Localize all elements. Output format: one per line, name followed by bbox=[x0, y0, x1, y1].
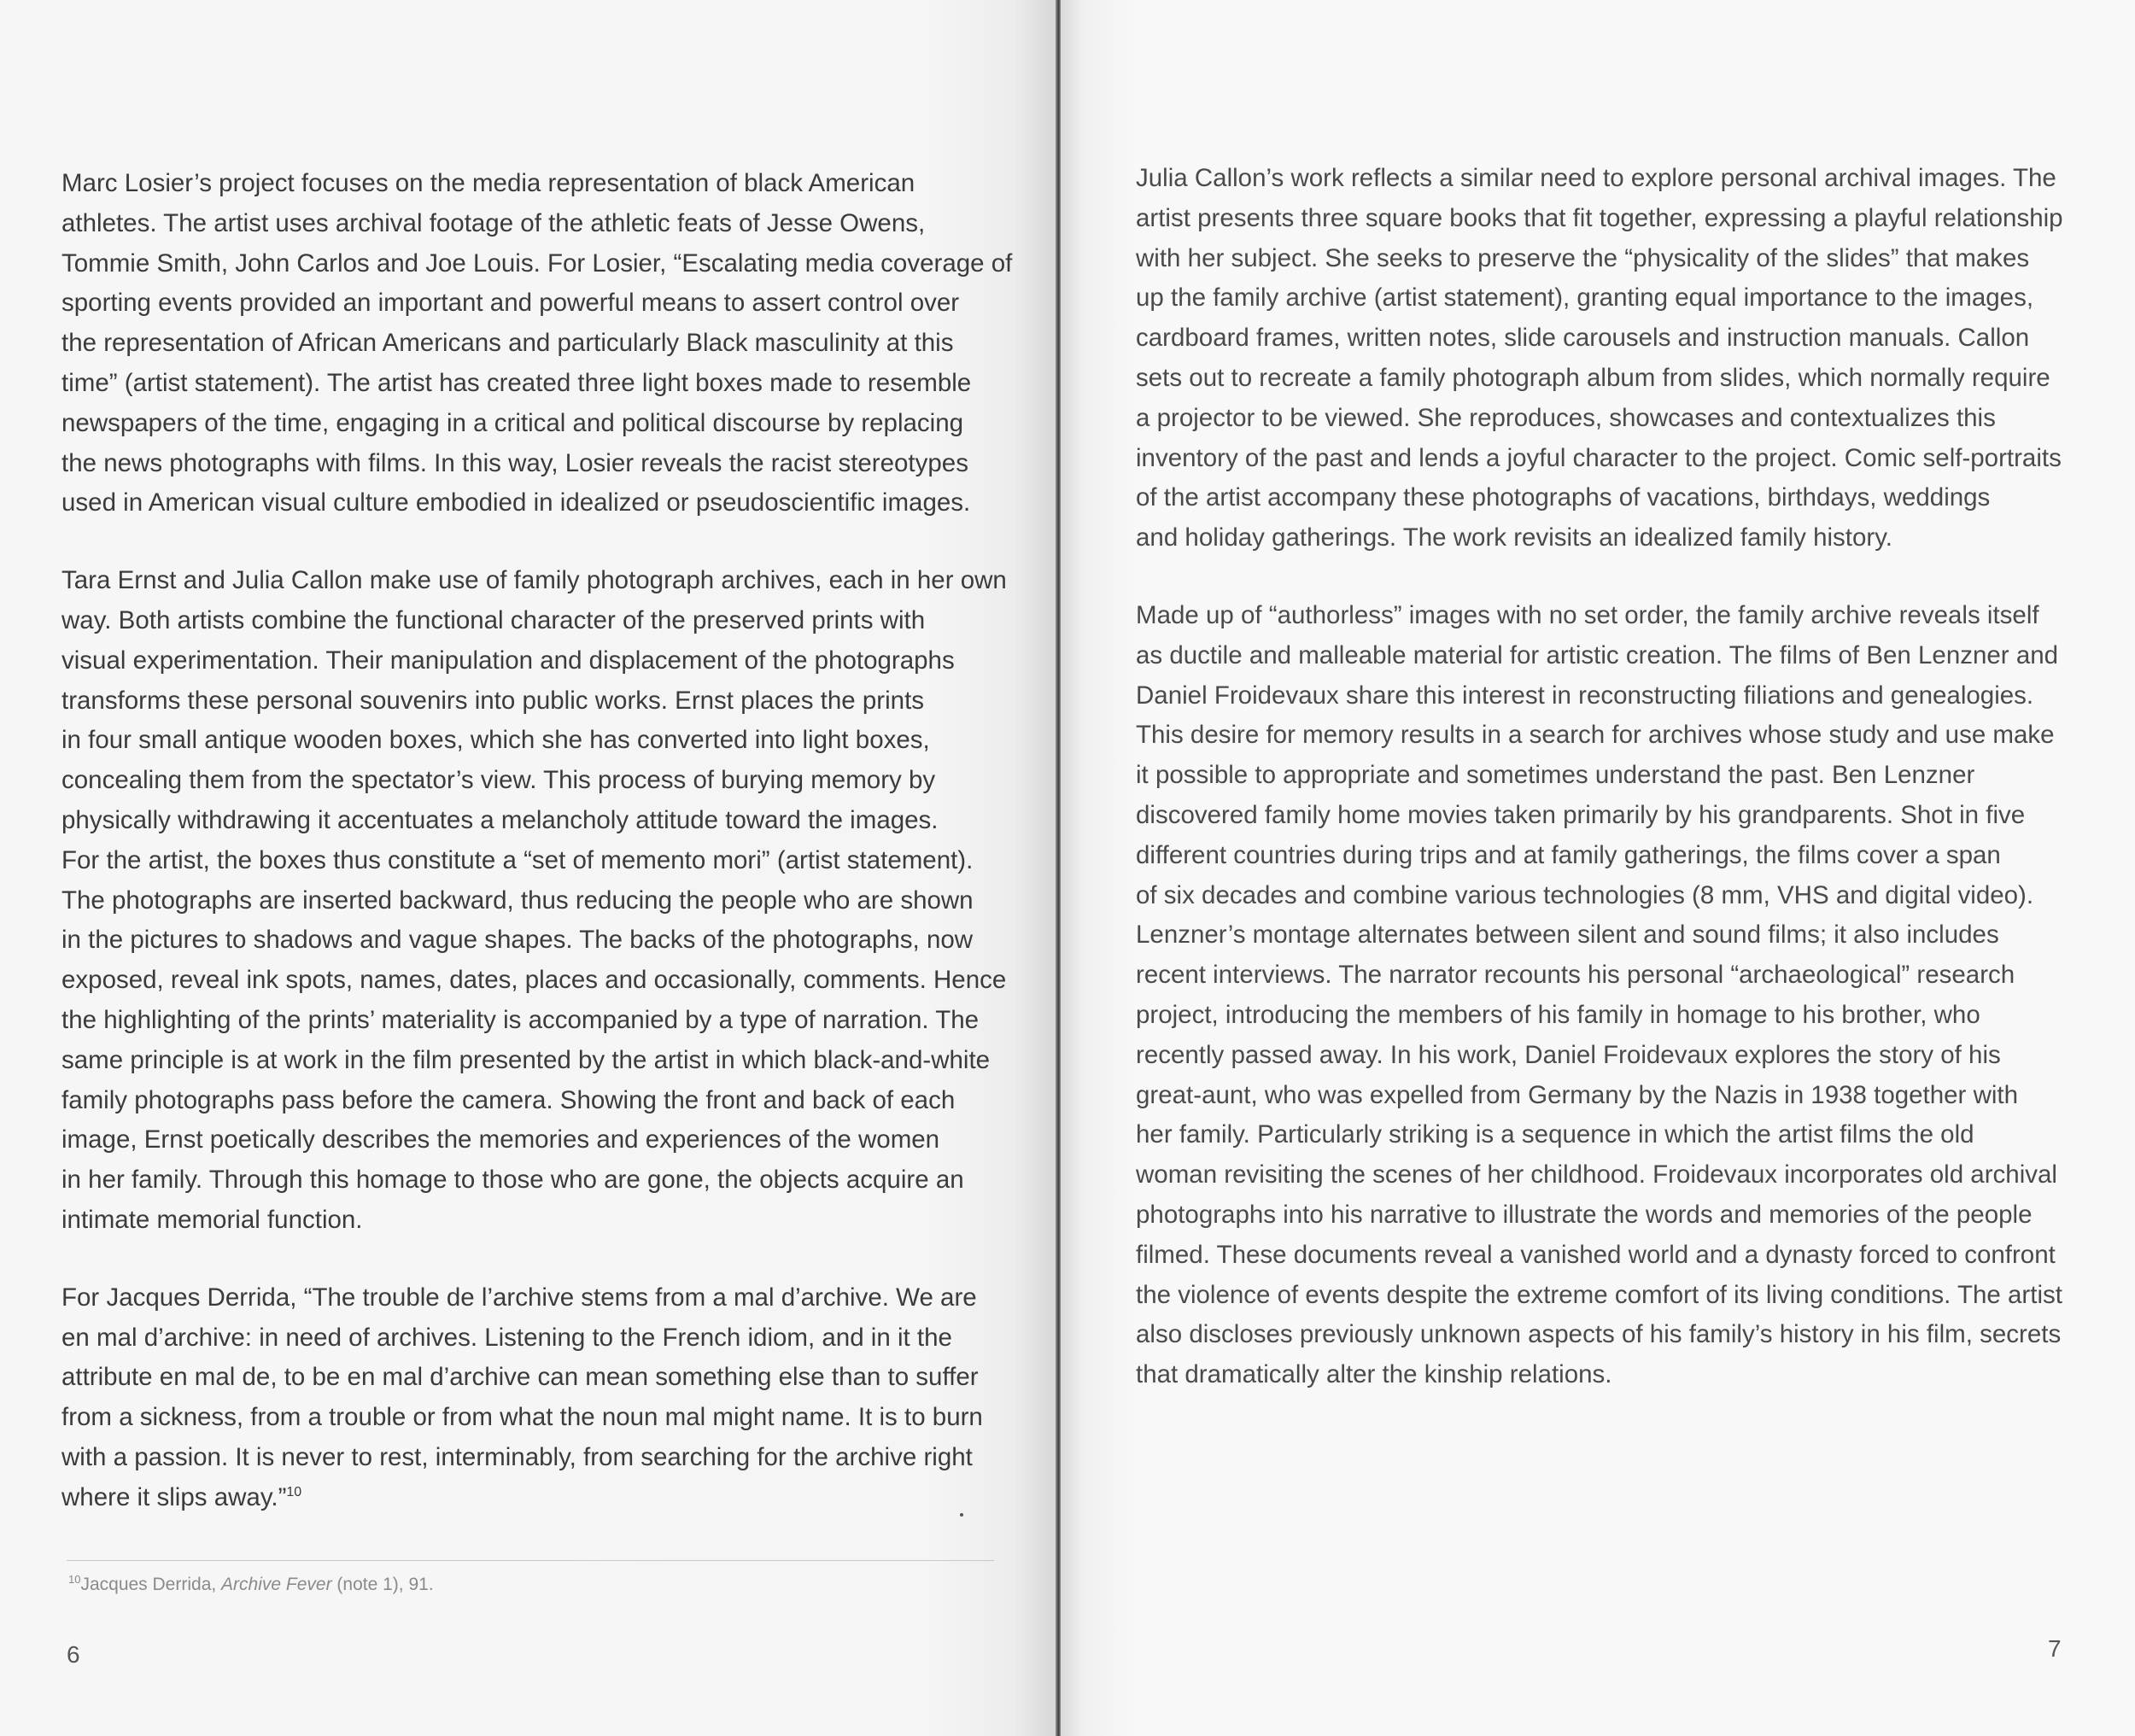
text-line: Made up of “authorless” images with no set order, the family archive reveals itself bbox=[1136, 600, 2039, 629]
footnote-author: Jacques Derrida, bbox=[80, 1575, 222, 1594]
page-number-right: 7 bbox=[2048, 1635, 2062, 1662]
text-line: great-aunt, who was expelled from Germany by the Nazis in 1938 together with bbox=[1136, 1080, 2019, 1109]
text-line: This desire for memory results in a search for archives whose study and use make bbox=[1136, 721, 2055, 750]
right-page-body bbox=[1136, 159, 2084, 1433]
footnote-number: 10 bbox=[68, 1573, 81, 1586]
text-line: intimate memorial function. bbox=[61, 1205, 363, 1234]
page-number-left: 6 bbox=[67, 1641, 80, 1668]
text-line: attribute en mal de, to be en mal d’archive can mean something else than to suffer bbox=[61, 1363, 979, 1392]
text-line: used in American visual culture embodied in idealized or pseudoscientific images. bbox=[61, 488, 971, 517]
text-line: Tommie Smith, John Carlos and Joe Louis. For Losier, “Escalating media coverage of bbox=[61, 248, 1013, 278]
text-line: Tara Ernst and Julia Callon make use of family photograph archives, each in her own bbox=[61, 566, 1007, 595]
text-line: from a sickness, from a trouble or from what the noun mal might name. It is to burn bbox=[61, 1403, 983, 1432]
text-line: it possible to appropriate and sometimes understand the past. Ben Lenzner bbox=[1136, 761, 1975, 790]
paragraph-ernst-callon bbox=[61, 561, 1009, 1241]
text-line: the highlighting of the prints’ materiality is accompanied by a type of narration. The bbox=[61, 1005, 980, 1034]
text-line: The photographs are inserted backward, thus reducing the people who are shown bbox=[61, 886, 974, 915]
text-line: sets out to recreate a family photograph album from slides, which normally require bbox=[1136, 363, 2050, 392]
footnote-reference[interactable]: 10 bbox=[286, 1484, 302, 1499]
paragraph-callon bbox=[1136, 159, 2084, 558]
text-line: that dramatically alter the kinship relations. bbox=[1136, 1360, 1612, 1389]
text-line: project, introducing the members of his family in homage to his brother, who bbox=[1136, 1000, 1980, 1029]
footnote-title: Archive Fever bbox=[221, 1575, 332, 1594]
text-line: newspapers of the time, engaging in a critical and political discourse by replacing bbox=[61, 408, 964, 437]
paragraph-derrida bbox=[61, 1278, 1009, 1518]
text-line: physically withdrawing it accentuates a melancholy attitude toward the images. bbox=[61, 805, 939, 834]
text-line: where it slips away.” bbox=[61, 1482, 287, 1511]
print-speck bbox=[960, 1513, 963, 1517]
text-line: time” (artist statement). The artist has created three light boxes made to resemble bbox=[61, 368, 972, 397]
text-line: in the pictures to shadows and vague shapes. The backs of the photographs, now bbox=[61, 926, 974, 955]
text-line: filmed. These documents reveal a vanished world and a dynasty forced to confront bbox=[1136, 1240, 2056, 1269]
text-line: exposed, reveal ink spots, names, dates, places and occasionally, comments. Hence bbox=[61, 966, 1007, 995]
text-line: a projector to be viewed. She reproduces, showcases and contextualizes this bbox=[1136, 403, 1996, 432]
text-line: visual experimentation. Their manipulation and displacement of the photographs bbox=[61, 646, 955, 675]
text-line: in four small antique wooden boxes, which she has converted into light boxes, bbox=[61, 726, 930, 755]
footnote-divider bbox=[67, 1560, 994, 1561]
left-page bbox=[0, 0, 1057, 1736]
text-line: For Jacques Derrida, “The trouble de l’archive stems from a mal d’archive. We are bbox=[61, 1283, 977, 1312]
text-line: transforms these personal souvenirs into public works. Ernst places the prints bbox=[61, 686, 925, 715]
text-line: en mal d’archive: in need of archives. Listening to the French idiom, and in it the bbox=[61, 1323, 952, 1352]
text-line: the news photographs with films. In this way, Losier reveals the racist stereotypes bbox=[61, 448, 968, 477]
text-line: recent interviews. The narrator recounts his personal “archaeological” research bbox=[1136, 961, 2015, 990]
text-line: of six decades and combine various technologies (8 mm, VHS and digital video). bbox=[1136, 880, 2034, 909]
paragraph-losier bbox=[61, 164, 1013, 523]
text-line: in her family. Through this homage to those who are gone, the objects acquire an bbox=[61, 1166, 964, 1195]
text-line: same principle is at work in the film presented by the artist in which black-and-white bbox=[61, 1045, 991, 1074]
left-page-body bbox=[61, 164, 1013, 1556]
text-line: artist presents three square books that fit together, expressing a playful relationship bbox=[1136, 203, 2063, 232]
text-line: For the artist, the boxes thus constitute a “set of memento mori” (artist statement). bbox=[61, 845, 974, 874]
footnote-rest: (note 1), 91. bbox=[331, 1575, 434, 1594]
text-line: sporting events provided an important and powerful means to assert control over bbox=[61, 289, 960, 318]
text-line: the representation of African Americans and particularly Black masculinity at this bbox=[61, 329, 954, 358]
text-line: Marc Losier’s project focuses on the media representation of black American bbox=[61, 169, 915, 197]
text-line: inventory of the past and lends a joyful character to the project. Comic self-portraits bbox=[1136, 443, 2062, 472]
text-line: and holiday gatherings. The work revisits an idealized family history. bbox=[1136, 523, 1892, 552]
text-line: Lenzner’s montage alternates between silent and sound films; it also includes bbox=[1136, 921, 1999, 950]
text-line: image, Ernst poetically describes the memories and experiences of the women bbox=[61, 1125, 940, 1154]
text-line: woman revisiting the scenes of her childhood. Froidevaux incorporates old archival bbox=[1136, 1160, 2057, 1189]
text-line: her family. Particularly striking is a sequence in which the artist films the old bbox=[1136, 1120, 1974, 1149]
text-line: family photographs pass before the camera. Showing the front and back of each bbox=[61, 1085, 956, 1114]
footnote bbox=[68, 1575, 1008, 1595]
text-line: discovered family home movies taken primarily by his grandparents. Shot in five bbox=[1136, 800, 2026, 829]
paragraph-lenzner-froidevaux bbox=[1136, 596, 2084, 1395]
text-line: way. Both artists combine the functional character of the preserved prints with bbox=[61, 605, 926, 634]
text-line: of the artist accompany these photographs of vacations, birthdays, weddings bbox=[1136, 483, 1991, 512]
text-line: cardboard frames, written notes, slide carousels and instruction manuals. Callon bbox=[1136, 324, 2030, 353]
text-line: Julia Callon’s work reflects a similar need to explore personal archival images. The bbox=[1136, 164, 2056, 192]
text-line: also discloses previously unknown aspects of his family’s history in his film, secrets bbox=[1136, 1320, 2062, 1349]
text-line: Daniel Froidevaux share this interest in reconstructing filiations and genealogies. bbox=[1136, 681, 2034, 710]
text-line: with her subject. She seeks to preserve the “physicality of the slides” that makes bbox=[1136, 243, 2030, 272]
text-line: the violence of events despite the extreme comfort of its living conditions. The artist bbox=[1136, 1280, 2062, 1309]
text-line: with a passion. It is never to rest, interminably, from searching for the archive right bbox=[61, 1442, 973, 1471]
text-line: athletes. The artist uses archival footage of the athletic feats of Jesse Owens, bbox=[61, 208, 926, 237]
text-line: concealing them from the spectator’s view. This process of burying memory by bbox=[61, 766, 936, 795]
text-line: recently passed away. In his work, Daniel Froidevaux explores the story of his bbox=[1136, 1040, 2001, 1069]
text-line: as ductile and malleable material for artistic creation. The films of Ben Lenzner and bbox=[1136, 640, 2059, 669]
text-line-last bbox=[61, 1478, 1009, 1518]
text-line: photographs into his narrative to illustrate the words and memories of the people bbox=[1136, 1200, 2033, 1229]
text-line: different countries during trips and at family gatherings, the films cover a span bbox=[1136, 840, 2001, 869]
text-line: up the family archive (artist statement), granting equal importance to the images, bbox=[1136, 283, 2034, 313]
